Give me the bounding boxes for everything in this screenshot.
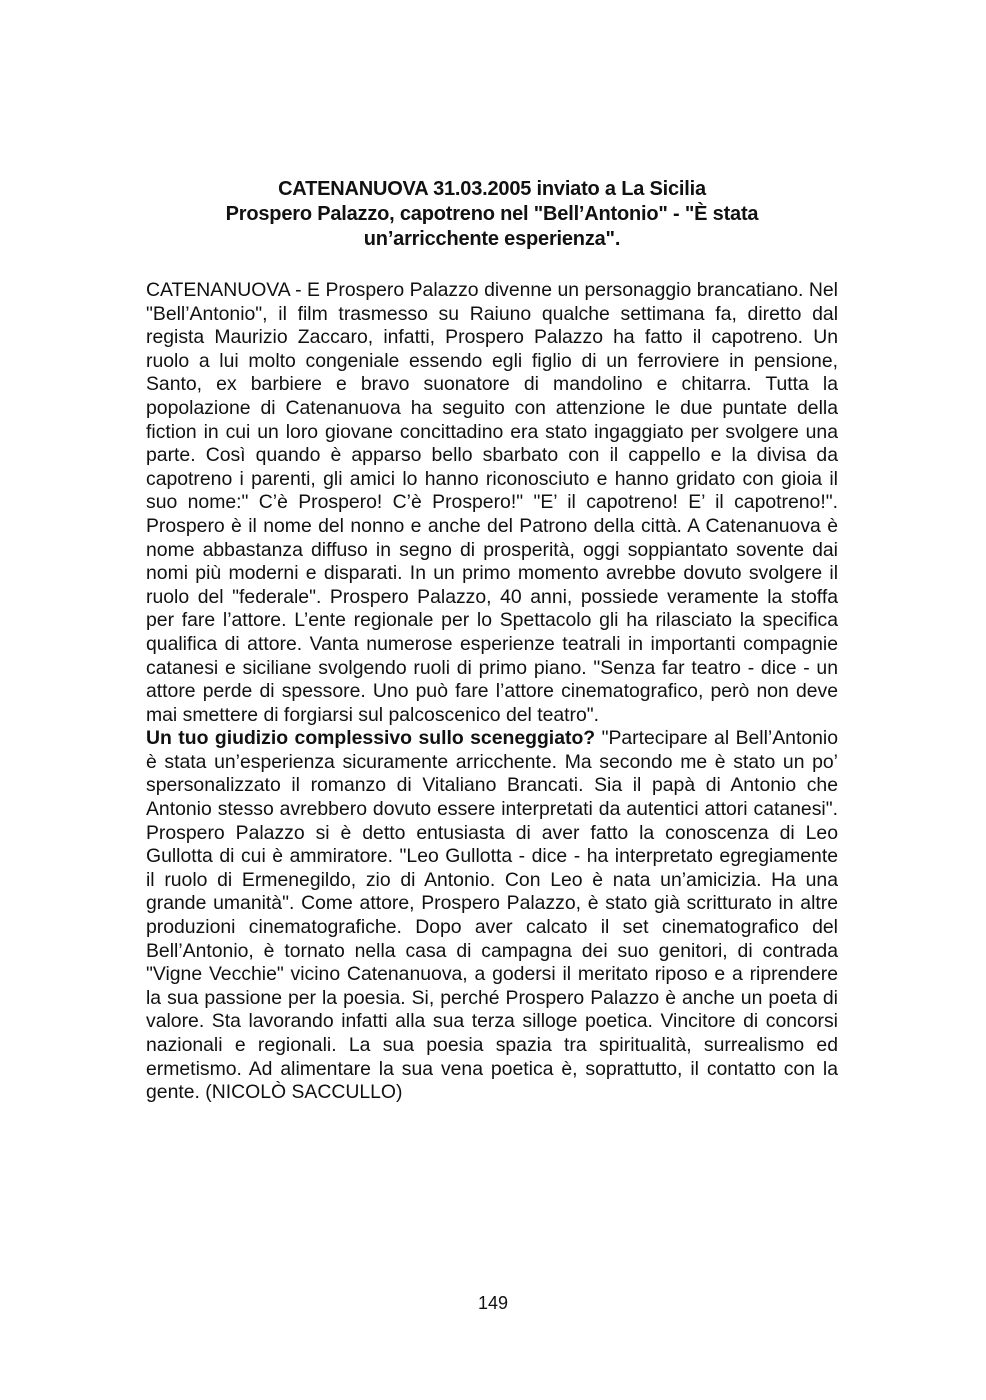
page-number: 149 (477, 1293, 509, 1313)
body-paragraph-1: CATENANUOVA - E Prospero Palazzo divenne un personaggio brancatiano. Nel "Bell’Antonio", il film trasmesso su Raiuno qualche settimana fa, diretto dal regista Maurizio Zaccaro, infatti, Prospero Palazzo ha fatto il capotreno. Un ruolo a lui molto congeniale essendo egli figlio di un ferroviere in pensione, Santo, ex barbiere e bravo suonatore di mandolino e chitarra. Tutta la popolazione di Catenanuova ha seguito con attenzione le due puntate della fiction in cui un loro giovane concittadino era stato ingaggiato per svolgere una parte. Così quando è apparso bello sbarbato con il cappello e la divisa da capotreno i parenti, gli amici lo hanno riconosciuto e hanno gridato con gioia il suo nome:" C’è Prospero! C’è Prospero!" "E’ il capotreno! E’ il capotreno!". Prospero è il nome del nonno e anche del Patrono della città. A Catenanuova è nome abbastanza diffuso in segno di prosperità, oggi soppiantato sovente dai nomi più moderni e disparati. In un primo momento avrebbe dovuto svolgere il ruolo del "federale". Prospero Palazzo, 40 anni, possiede veramente la stoffa per fare l’attore. L’ente regionale per lo Spettacolo gli ha rilasciato la specifica qualifica di attore. Vanta numerose esperienze teatrali in importanti compagnie catanesi e siciliane svolgendo ruoli di primo piano. "Senza far teatro - dice - un attore perde di spessore. Uno può fare l’attore cinematografico, però non deve mai smettere di forgiarsi sul palcoscenico del teatro". (146, 279, 838, 726)
title-line-2: Prospero Palazzo, capotreno nel "Bell’Antonio" - "È stata (225, 203, 759, 225)
article-title (146, 177, 838, 252)
interview-answer: "Partecipare al Bell’Antonio è stata un’esperienza sicuramente arricchente. Ma secondo me è stato un po’ spersonalizzato il romanzo di Vitaliano Brancati. Sia il papà di Antonio che Antonio stesso avrebbero dovuto essere interpretati da autentici attori catanesi". Prospero Palazzo si è detto entusiasta di aver fatto la conoscenza di Leo Gullotta di cui è ammiratore. "Leo Gullotta - dice - ha interpretato egregiamente il ruolo di Ermenegildo, zio di Antonio. Con Leo è nata un’amicizia. Ha una grande umanità". Come attore, Prospero Palazzo, è stato già scritturato in altre produzioni cinematografiche. Dopo aver calcato il set cinematografico del Bell’Antonio, è tornato nella casa di campagna dei suo genitori, di contrada "Vigne Vecchie" vicino Catenanuova, a godersi il meritato riposo e a riprendere la sua passione per la poesia. Si, perché Prospero Palazzo è anche un poeta di valore. Sta lavorando infatti alla sua terza silloge poetica. Vincitore di concorsi nazionali e regionali. La sua poesia spazia tra spiritualità, surrealismo ed ermetismo. Ad alimentare la sua vena poetica è, soprattutto, il contatto con la gente. (NICOLÒ SACCULLO) (146, 727, 838, 1104)
title-line-1: CATENANUOVA 31.03.2005 inviato a La Sicilia (278, 178, 706, 200)
title-line-3: un’arricchente esperienza". (363, 228, 621, 250)
article-body (146, 279, 838, 1105)
interview-question: Un tuo giudizio complessivo sullo sceneggiato? (146, 727, 596, 750)
body-paragraph-2 (146, 727, 838, 1105)
